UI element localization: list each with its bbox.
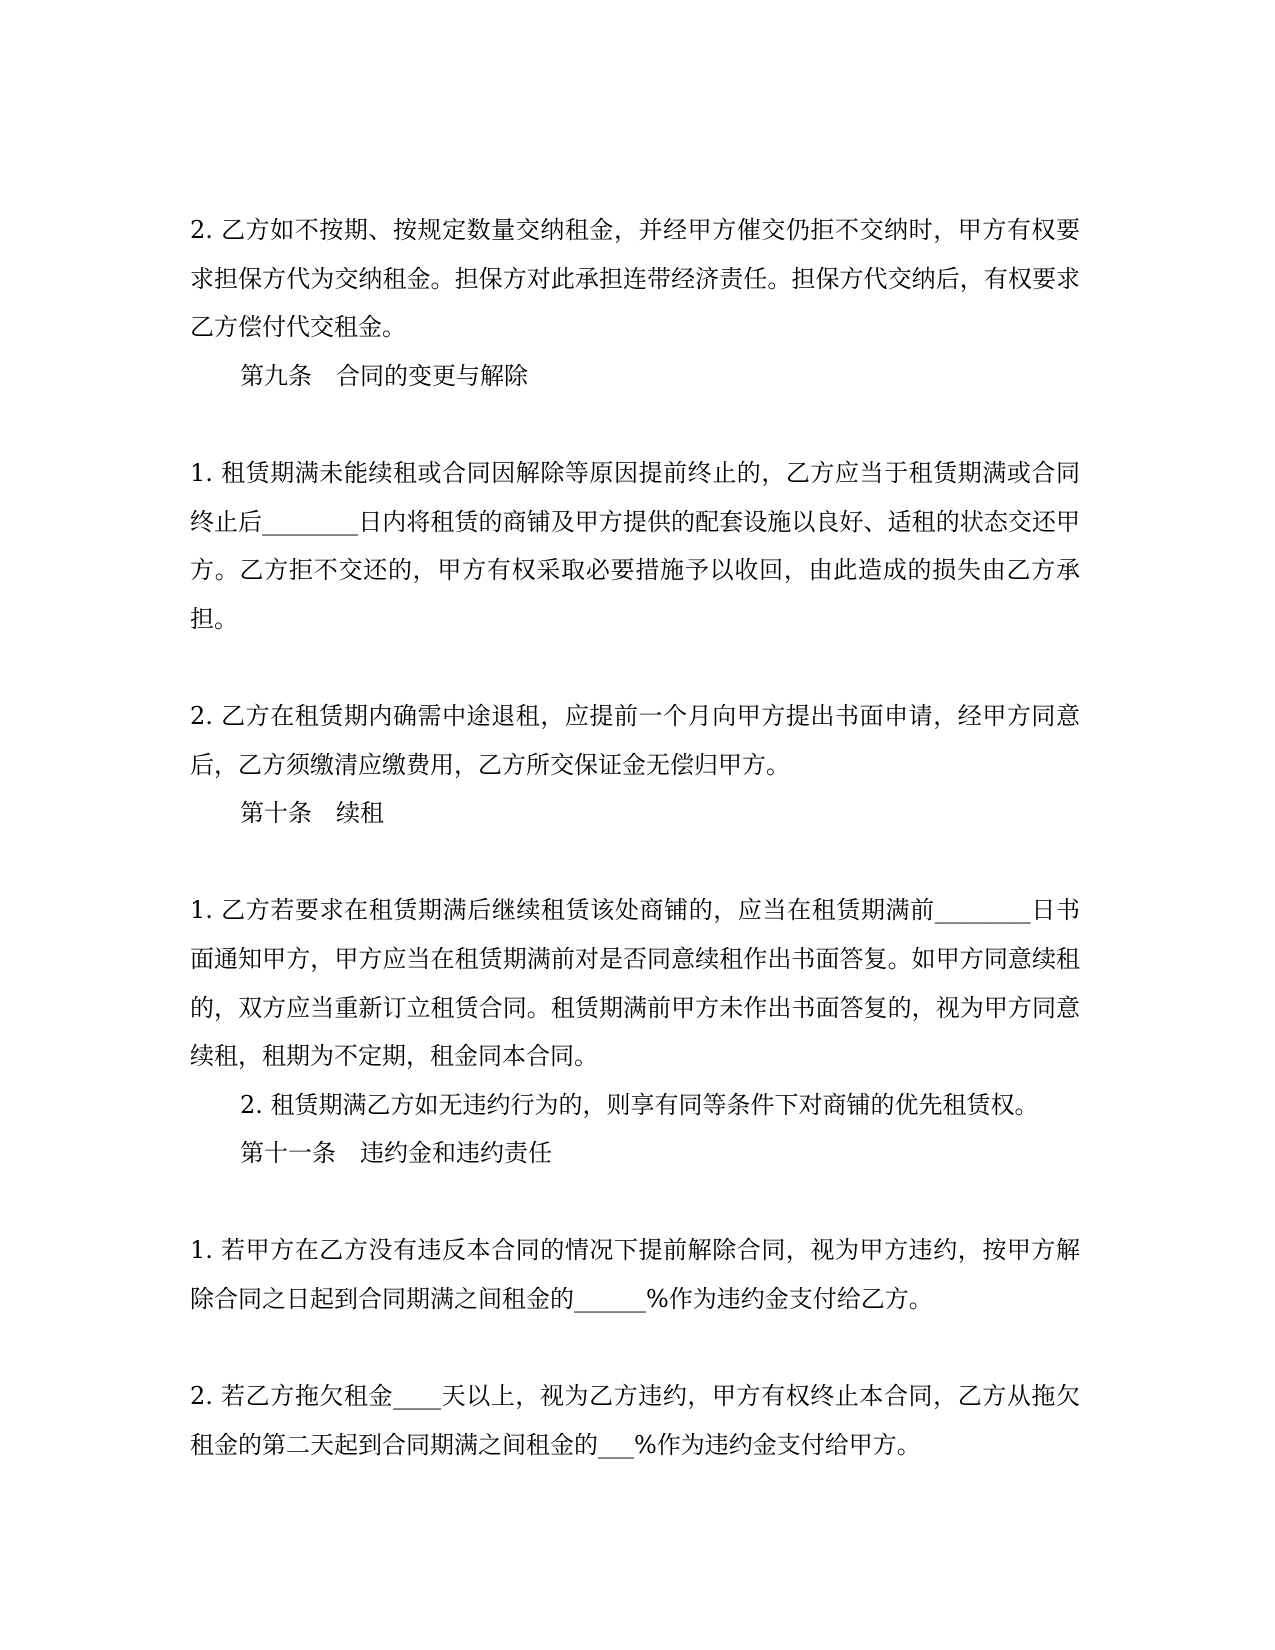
clause-9-item-1: 1. 租赁期满未能续租或合同因解除等原因提前终止的，乙方应当于租赁期满或合同终止后________日内将租赁的商铺及甲方提供的配套设施以良好、适租的状态交还甲方。乙方拒不交还的，甲方有权采取必要措施予以收回，由此造成的损失由乙方承担。 [190, 458, 1080, 633]
paragraph-gap [190, 643, 1080, 692]
article-10-heading: 第十条 续租 [240, 799, 384, 828]
paragraph-gap [190, 1324, 1080, 1373]
clause-11-item-1: 1. 若甲方在乙方没有违反本合同的情况下提前解除合同，视为甲方违约，按甲方解除合同之日起到合同期满之间租金的______%作为违约金支付给乙方。 [190, 1236, 1080, 1314]
clause-11-item-2: 2. 若乙方拖欠租金____天以上，视为乙方违约，甲方有权终止本合同，乙方从拖欠租金的第二天起到合同期满之间租金的___%作为违约金支付给甲方。 [190, 1382, 1080, 1459]
clause-10-item-1: 1. 乙方若要求在租赁期满后继续租赁该处商铺的，应当在租赁期满前________日书面通知甲方，甲方应当在租赁期满前对是否同意续租作出书面答复。如甲方同意续租的，双方应当重新订立租赁合同。租赁期满前甲方未作出书面答复的，视为甲方同意续租，租期为不定期，租金同本合同。 [190, 896, 1080, 1071]
clause-9-item-2: 2. 乙方在租赁期内确需中途退租，应提前一个月向甲方提出书面申请，经甲方同意后，乙方须缴清应缴费用，乙方所交保证金无偿归甲方。 [190, 701, 1080, 779]
article-9-heading: 第九条 合同的变更与解除 [240, 361, 528, 390]
paragraph-gap [190, 400, 1080, 449]
document-body [190, 206, 1080, 1469]
clause-8-item-2: 2. 乙方如不按期、按规定数量交纳租金，并经甲方催交仍拒不交纳时，甲方有权要求担保方代为交纳租金。担保方对此承担连带经济责任。担保方代交纳后，有权要求乙方偿付代交租金。 [190, 216, 1080, 342]
clause-10-item-2: 2. 租赁期满乙方如无违约行为的，则享有同等条件下对商铺的优先租赁权。 [240, 1090, 1039, 1119]
article-11-heading: 第十一条 违约金和违约责任 [240, 1139, 552, 1168]
paragraph-gap [190, 838, 1080, 887]
paragraph-gap [190, 1178, 1080, 1227]
